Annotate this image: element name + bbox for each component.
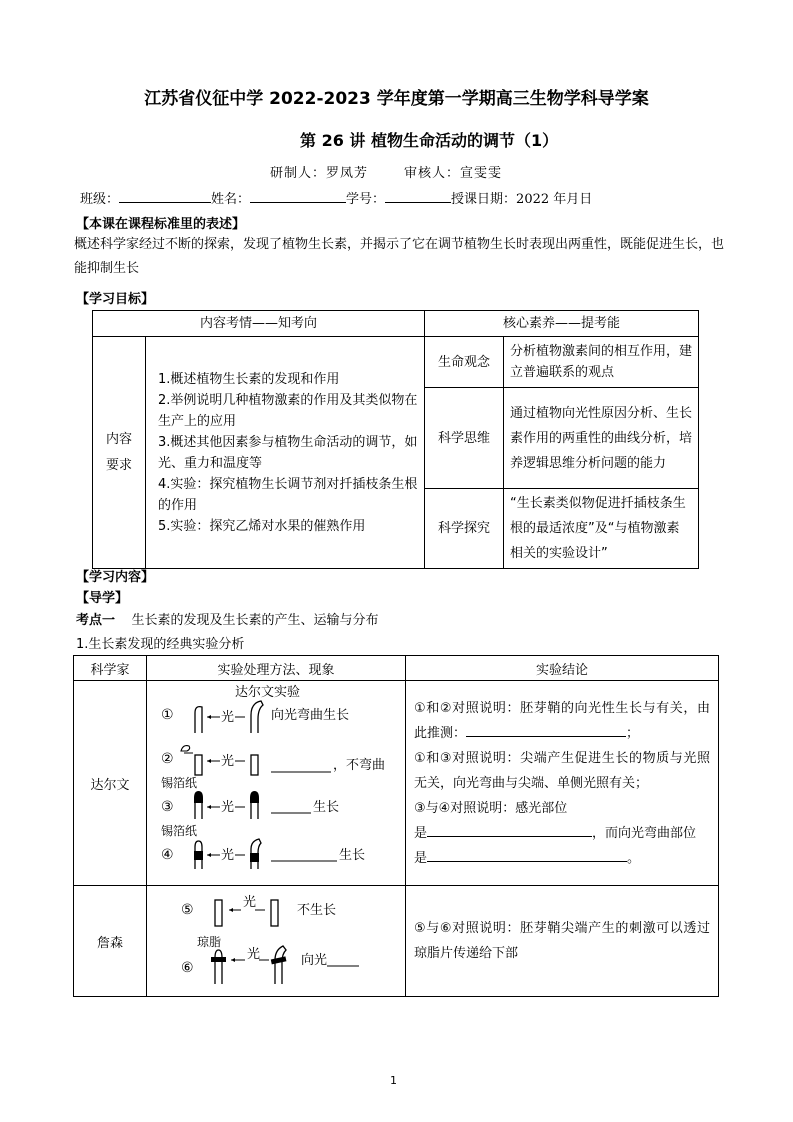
exp-num: ① (161, 707, 174, 723)
agar-label: 琼脂 (197, 935, 222, 949)
goals-col2-header: 核心素养——提考能 (425, 311, 699, 337)
exp-header-method: 实验处理方法、现象 (147, 656, 406, 681)
name-label: 姓名： (211, 192, 251, 207)
answer-blank[interactable] (466, 724, 626, 737)
kp-label: 考点一 (76, 613, 116, 628)
kp-text: 生长素的发现及生长素的产生、运输与分布 (131, 613, 379, 628)
goal-item: 4.实验：探究植物生长调节剂对扦插枝条生根的作用 (158, 476, 418, 513)
id-label: 学号： (346, 192, 386, 207)
exp-num: ④ (161, 847, 174, 863)
foil-band-icon (194, 851, 203, 860)
concl-3-text: ③与④对照说明：感光部位 (414, 800, 568, 816)
literacy-desc: “生长素类似物促进扦插枝条生根的最适浓度”及“与植物激素相关的实验设计” (504, 489, 699, 569)
doc-title: 江苏省仪征中学 2022-2023 学年度第一学期高三生物学科导学案 (144, 89, 649, 109)
date-label: 授课日期：2022 年月日 (451, 192, 593, 207)
concl-3 (414, 796, 710, 871)
darwin-diagram-title: 达尔文实验 (235, 685, 301, 700)
arrowhead-icon (229, 908, 233, 912)
light-label: 光 (221, 800, 235, 815)
standard-heading: 【本课在课程标准里的表述】 (76, 217, 246, 232)
result-label: ，不弯曲 (333, 758, 386, 773)
exp-num: ③ (161, 799, 174, 815)
reviewer: 审核人：宣雯雯 (404, 166, 503, 181)
lesson-title: 第 26 讲 植物生命活动的调节（1） (300, 131, 559, 150)
light-label: 光 (221, 710, 235, 725)
arrowhead-icon (231, 958, 235, 962)
name-blank[interactable] (250, 190, 346, 203)
goals-row-label: 内容 要求 (93, 337, 146, 569)
darwin-conclusion-cell (406, 681, 719, 886)
content-heading: 【学习内容】 (76, 570, 155, 585)
coleoptile-icon (215, 950, 222, 984)
goal-item: 5.实验：探究乙烯对水果的催熟作用 (158, 518, 366, 534)
answer-blank[interactable] (427, 849, 627, 862)
sub-heading: 1.生长素发现的经典实验分析 (76, 637, 245, 652)
exp-num: ② (161, 751, 174, 767)
goals-table (92, 310, 699, 569)
arrowhead-icon (207, 715, 211, 719)
literacy-name: 科学探究 (425, 489, 504, 569)
exp-header-conclusion: 实验结论 (406, 656, 719, 681)
concl-1-end: ； (626, 725, 640, 741)
page-number: 1 (390, 1074, 397, 1087)
coleoptile-icon (195, 707, 202, 733)
concl-1-text: ①和②对照说明：胚芽鞘的向光性生长与有关，由此推测： (414, 700, 710, 741)
darwin-experiment-diagram (147, 683, 403, 883)
literacy-desc: 分析植物激素间的相互作用，建立普遍联系的观点 (504, 337, 699, 388)
goals-heading: 【学习目标】 (76, 292, 155, 307)
decapitated-coleoptile-icon (271, 900, 278, 926)
literacy-name: 科学思维 (425, 388, 504, 489)
foil-label: 锡箔纸 (161, 776, 198, 790)
bent-coleoptile-icon (275, 946, 286, 984)
agar-block-icon (271, 956, 287, 964)
arrowhead-icon (207, 853, 211, 857)
goal-item: 3.概述其他因素参与植物生命活动的调节，如光、重力和温度等 (158, 434, 418, 471)
arrowhead-icon (207, 759, 211, 763)
class-blank[interactable] (119, 190, 211, 203)
light-label: 光 (221, 754, 235, 769)
cut-tip-icon (181, 746, 190, 751)
student-info-line (80, 188, 592, 207)
literacy-name: 生命观念 (425, 337, 504, 388)
light-label: 光 (221, 848, 235, 863)
concl-3-text: 是 (414, 850, 428, 866)
foil-cap-icon (194, 791, 203, 803)
foil-band-icon (250, 853, 259, 862)
exp-header-scientist: 科学家 (74, 656, 147, 681)
result-label: 生长 (313, 800, 340, 815)
darwin-diagram-cell (147, 681, 406, 886)
scientist-jensen: 詹森 (74, 886, 147, 997)
jensen-experiment-diagram (147, 888, 403, 994)
result-label: 不生长 (297, 903, 337, 918)
jensen-conclusion-cell: ⑤与⑥对照说明：胚芽鞘尖端产生的刺激可以透过琼脂片传递给下部 (406, 886, 719, 997)
id-blank[interactable] (385, 190, 451, 203)
foil-cap-icon (250, 791, 259, 803)
standard-text: 概述科学家经过不断的探索，发现了植物生长素，并揭示了它在调节植物生长时表现出两重性，既能促进生长，也能抑制生长 (74, 237, 725, 276)
bent-coleoptile-icon (251, 701, 263, 733)
exp-num: ⑥ (181, 960, 194, 976)
literacy-desc: 通过植物向光性原因分析、生长素作用的两重性的曲线分析，培养逻辑思维分析问题的能力 (504, 388, 699, 489)
goal-item: 1.概述植物生长素的发现和作用 (158, 371, 340, 387)
author: 研制人：罗凤芳 (270, 166, 369, 181)
goal-item: 2.举例说明几种植物激素的作用及其类似物在生产上的应用 (158, 392, 418, 429)
result-label: 生长 (339, 848, 366, 863)
experiment-table (73, 655, 719, 997)
concl-3-text: 。 (627, 850, 641, 866)
concl-3-text: ，而向光弯曲部位 (592, 825, 697, 841)
guide-heading: 【导学】 (76, 591, 129, 606)
decapitated-coleoptile-icon (251, 755, 258, 775)
goals-items-cell (146, 337, 425, 569)
scientist-darwin: 达尔文 (74, 681, 147, 886)
goals-col1-header: 内容考情——知考向 (93, 311, 425, 337)
result-label: 向光 (301, 953, 328, 968)
result-label: 向光弯曲生长 (271, 708, 350, 723)
class-label: 班级： (80, 192, 120, 207)
answer-blank[interactable] (427, 824, 592, 837)
concl-3-text: 是 (414, 825, 428, 841)
arrowhead-icon (207, 805, 211, 809)
kp-line (76, 609, 379, 628)
decapitated-coleoptile-icon (215, 900, 222, 926)
jensen-diagram-cell (147, 886, 406, 997)
decapitated-coleoptile-icon (195, 755, 202, 775)
light-label: 光 (247, 947, 261, 962)
exp-num: ⑤ (181, 902, 194, 918)
foil-label: 锡箔纸 (161, 824, 198, 838)
authors-line (270, 162, 502, 181)
concl-1 (414, 696, 710, 746)
concl-2: ①和③对照说明：尖端产生促进生长的物质与光照无关，向光弯曲与尖端、单侧光照有关； (414, 750, 710, 791)
light-label: 光 (243, 895, 257, 910)
agar-block-icon (211, 957, 226, 962)
